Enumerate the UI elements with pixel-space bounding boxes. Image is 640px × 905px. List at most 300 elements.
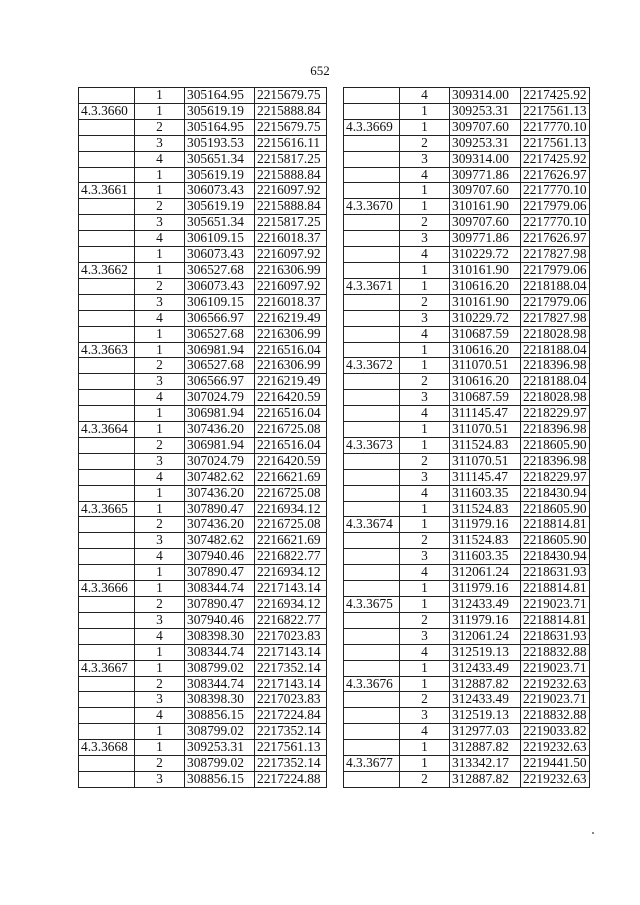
- y-coordinate-cell: 2218631.93: [521, 565, 590, 581]
- y-coordinate-cell: 2217561.13: [255, 740, 327, 756]
- point-number-cell: 4: [135, 310, 185, 326]
- table-row: [79, 501, 327, 517]
- table-row: [79, 247, 327, 263]
- point-number-cell: 1: [400, 660, 450, 676]
- y-coordinate-cell: 2216934.12: [255, 565, 327, 581]
- point-number-cell: 4: [400, 167, 450, 183]
- parcel-id-cell: 4.3.3672: [344, 358, 400, 374]
- point-number-cell: 3: [400, 310, 450, 326]
- point-number-cell: 1: [135, 247, 185, 263]
- parcel-id-cell: 4.3.3665: [79, 501, 135, 517]
- point-number-cell: 2: [135, 358, 185, 374]
- parcel-id-cell: [79, 549, 135, 565]
- table-row: [344, 374, 590, 390]
- x-coordinate-cell: 312977.03: [450, 724, 521, 740]
- table-row: [344, 708, 590, 724]
- y-coordinate-cell: 2216516.04: [255, 406, 327, 422]
- parcel-id-cell: 4.3.3670: [344, 199, 400, 215]
- x-coordinate-cell: 305164.95: [185, 88, 255, 104]
- table-row: [79, 628, 327, 644]
- x-coordinate-cell: 310616.20: [450, 278, 521, 294]
- table-row: [344, 406, 590, 422]
- y-coordinate-cell: 2216306.99: [255, 326, 327, 342]
- x-coordinate-cell: 309253.31: [450, 103, 521, 119]
- parcel-id-cell: [79, 724, 135, 740]
- table-row: [344, 119, 590, 135]
- point-number-cell: 3: [400, 469, 450, 485]
- parcel-id-cell: [344, 724, 400, 740]
- parcel-id-cell: [79, 167, 135, 183]
- parcel-id-cell: [79, 215, 135, 231]
- table-row: [79, 135, 327, 151]
- x-coordinate-cell: 305164.95: [185, 119, 255, 135]
- y-coordinate-cell: 2216097.92: [255, 247, 327, 263]
- point-number-cell: 1: [135, 422, 185, 438]
- table-row: [79, 406, 327, 422]
- parcel-id-cell: 4.3.3669: [344, 119, 400, 135]
- table-row: [344, 517, 590, 533]
- table-row: [79, 278, 327, 294]
- parcel-id-cell: 4.3.3676: [344, 676, 400, 692]
- table-row: [79, 549, 327, 565]
- table-row: [79, 469, 327, 485]
- x-coordinate-cell: 307024.79: [185, 390, 255, 406]
- parcel-id-cell: [344, 135, 400, 151]
- table-row: [79, 708, 327, 724]
- y-coordinate-cell: 2216516.04: [255, 342, 327, 358]
- parcel-id-cell: [344, 612, 400, 628]
- y-coordinate-cell: 2216219.49: [255, 310, 327, 326]
- parcel-id-cell: 4.3.3660: [79, 103, 135, 119]
- y-coordinate-cell: 2218814.81: [521, 612, 590, 628]
- parcel-id-cell: [344, 374, 400, 390]
- point-number-cell: 1: [135, 740, 185, 756]
- y-coordinate-cell: 2216934.12: [255, 597, 327, 613]
- x-coordinate-cell: 310687.59: [450, 326, 521, 342]
- x-coordinate-cell: 306527.68: [185, 358, 255, 374]
- table-row: [79, 692, 327, 708]
- y-coordinate-cell: 2216018.37: [255, 231, 327, 247]
- parcel-id-cell: 4.3.3662: [79, 262, 135, 278]
- point-number-cell: 3: [400, 708, 450, 724]
- table-row: [344, 565, 590, 581]
- x-coordinate-cell: 312887.82: [450, 676, 521, 692]
- y-coordinate-cell: 2218605.90: [521, 501, 590, 517]
- coordinates-table-left: [78, 87, 327, 788]
- x-coordinate-cell: 312887.82: [450, 771, 521, 787]
- point-number-cell: 2: [400, 215, 450, 231]
- y-coordinate-cell: 2217023.83: [255, 692, 327, 708]
- x-coordinate-cell: 308398.30: [185, 692, 255, 708]
- table-row: [79, 294, 327, 310]
- y-coordinate-cell: 2217352.14: [255, 756, 327, 772]
- table-row: [344, 437, 590, 453]
- y-coordinate-cell: 2218814.81: [521, 581, 590, 597]
- point-number-cell: 3: [400, 628, 450, 644]
- x-coordinate-cell: 308856.15: [185, 771, 255, 787]
- x-coordinate-cell: 308398.30: [185, 628, 255, 644]
- point-number-cell: 2: [400, 612, 450, 628]
- parcel-id-cell: [79, 469, 135, 485]
- point-number-cell: 2: [135, 597, 185, 613]
- point-number-cell: 3: [135, 612, 185, 628]
- parcel-id-cell: 4.3.3673: [344, 437, 400, 453]
- parcel-id-cell: 4.3.3661: [79, 183, 135, 199]
- table-row: [79, 437, 327, 453]
- y-coordinate-cell: 2218188.04: [521, 374, 590, 390]
- parcel-id-cell: 4.3.3674: [344, 517, 400, 533]
- point-number-cell: 1: [135, 724, 185, 740]
- parcel-id-cell: [344, 771, 400, 787]
- x-coordinate-cell: 311524.83: [450, 533, 521, 549]
- table-row: [344, 390, 590, 406]
- table-row: [344, 103, 590, 119]
- point-number-cell: 2: [400, 453, 450, 469]
- parcel-id-cell: 4.3.3675: [344, 597, 400, 613]
- parcel-id-cell: [79, 533, 135, 549]
- x-coordinate-cell: 308856.15: [185, 708, 255, 724]
- parcel-id-cell: [79, 771, 135, 787]
- page-number: 652: [310, 63, 330, 78]
- parcel-id-cell: [344, 740, 400, 756]
- table-row: [344, 231, 590, 247]
- y-coordinate-cell: 2218430.94: [521, 549, 590, 565]
- x-coordinate-cell: 311070.51: [450, 358, 521, 374]
- parcel-id-cell: [79, 485, 135, 501]
- table-row: [344, 756, 590, 772]
- parcel-id-cell: [344, 406, 400, 422]
- x-coordinate-cell: 307436.20: [185, 422, 255, 438]
- table-row: [344, 485, 590, 501]
- y-coordinate-cell: 2215888.84: [255, 199, 327, 215]
- parcel-id-cell: [344, 422, 400, 438]
- point-number-cell: 3: [135, 453, 185, 469]
- table-row: [344, 692, 590, 708]
- point-number-cell: 1: [400, 437, 450, 453]
- x-coordinate-cell: 305619.19: [185, 103, 255, 119]
- table-row: [79, 517, 327, 533]
- y-coordinate-cell: 2217425.92: [521, 151, 590, 167]
- parcel-id-cell: [79, 517, 135, 533]
- y-coordinate-cell: 2217143.14: [255, 676, 327, 692]
- parcel-id-cell: [79, 135, 135, 151]
- parcel-id-cell: [344, 644, 400, 660]
- parcel-id-cell: 4.3.3664: [79, 422, 135, 438]
- parcel-id-cell: [79, 358, 135, 374]
- table-row: [79, 565, 327, 581]
- parcel-id-cell: 4.3.3677: [344, 756, 400, 772]
- parcel-id-cell: [344, 215, 400, 231]
- point-number-cell: 1: [135, 565, 185, 581]
- point-number-cell: 1: [400, 501, 450, 517]
- point-number-cell: 1: [135, 167, 185, 183]
- table-row: [79, 183, 327, 199]
- parcel-id-cell: [79, 199, 135, 215]
- y-coordinate-cell: 2217626.97: [521, 167, 590, 183]
- table-row: [344, 151, 590, 167]
- parcel-id-cell: [79, 326, 135, 342]
- y-coordinate-cell: 2218188.04: [521, 342, 590, 358]
- table-row: [79, 771, 327, 787]
- point-number-cell: 1: [400, 183, 450, 199]
- point-number-cell: 1: [135, 103, 185, 119]
- y-coordinate-cell: 2217827.98: [521, 247, 590, 263]
- y-coordinate-cell: 2217770.10: [521, 215, 590, 231]
- parcel-id-cell: [344, 247, 400, 263]
- parcel-id-cell: [344, 692, 400, 708]
- point-number-cell: 1: [400, 358, 450, 374]
- y-coordinate-cell: 2217827.98: [521, 310, 590, 326]
- parcel-id-cell: [344, 151, 400, 167]
- y-coordinate-cell: 2217143.14: [255, 644, 327, 660]
- parcel-id-cell: [344, 708, 400, 724]
- table-row: [79, 533, 327, 549]
- point-number-cell: 1: [400, 342, 450, 358]
- x-coordinate-cell: 310616.20: [450, 374, 521, 390]
- table-row: [344, 342, 590, 358]
- table-row: [79, 644, 327, 660]
- coordinates-table-right: [343, 87, 590, 788]
- parcel-id-cell: [79, 565, 135, 581]
- table-row: [79, 262, 327, 278]
- y-coordinate-cell: 2219232.63: [521, 676, 590, 692]
- parcel-id-cell: [344, 453, 400, 469]
- x-coordinate-cell: 312887.82: [450, 740, 521, 756]
- table-row: [79, 740, 327, 756]
- y-coordinate-cell: 2217224.84: [255, 708, 327, 724]
- point-number-cell: 3: [135, 374, 185, 390]
- x-coordinate-cell: 307890.47: [185, 565, 255, 581]
- x-coordinate-cell: 312433.49: [450, 597, 521, 613]
- x-coordinate-cell: 307482.62: [185, 533, 255, 549]
- x-coordinate-cell: 308799.02: [185, 724, 255, 740]
- point-number-cell: 3: [400, 390, 450, 406]
- table-row: [79, 310, 327, 326]
- parcel-id-cell: [344, 262, 400, 278]
- y-coordinate-cell: 2217352.14: [255, 660, 327, 676]
- point-number-cell: 2: [400, 374, 450, 390]
- x-coordinate-cell: 306981.94: [185, 406, 255, 422]
- x-coordinate-cell: 309707.60: [450, 119, 521, 135]
- table-row: [79, 422, 327, 438]
- y-coordinate-cell: 2217770.10: [521, 119, 590, 135]
- table-row: [79, 88, 327, 104]
- y-coordinate-cell: 2218814.81: [521, 517, 590, 533]
- parcel-id-cell: [79, 453, 135, 469]
- parcel-id-cell: [79, 119, 135, 135]
- point-number-cell: 1: [400, 756, 450, 772]
- parcel-id-cell: [344, 581, 400, 597]
- y-coordinate-cell: 2217561.13: [521, 135, 590, 151]
- table-row: [344, 771, 590, 787]
- point-number-cell: 3: [135, 135, 185, 151]
- table-row: [79, 215, 327, 231]
- x-coordinate-cell: 305651.34: [185, 215, 255, 231]
- y-coordinate-cell: 2219023.71: [521, 597, 590, 613]
- x-coordinate-cell: 311070.51: [450, 422, 521, 438]
- point-number-cell: 1: [400, 278, 450, 294]
- x-coordinate-cell: 310229.72: [450, 310, 521, 326]
- table-row: [344, 612, 590, 628]
- y-coordinate-cell: 2215817.25: [255, 151, 327, 167]
- point-number-cell: 2: [400, 692, 450, 708]
- parcel-id-cell: [79, 278, 135, 294]
- parcel-id-cell: [344, 660, 400, 676]
- point-number-cell: 4: [400, 644, 450, 660]
- point-number-cell: 4: [400, 247, 450, 263]
- table-row: [344, 310, 590, 326]
- point-number-cell: 3: [400, 151, 450, 167]
- x-coordinate-cell: 311070.51: [450, 453, 521, 469]
- point-number-cell: 1: [400, 199, 450, 215]
- y-coordinate-cell: 2216725.08: [255, 485, 327, 501]
- y-coordinate-cell: 2218229.97: [521, 406, 590, 422]
- point-number-cell: 4: [135, 151, 185, 167]
- y-coordinate-cell: 2217352.14: [255, 724, 327, 740]
- x-coordinate-cell: 309707.60: [450, 183, 521, 199]
- x-coordinate-cell: 311145.47: [450, 469, 521, 485]
- x-coordinate-cell: 309771.86: [450, 167, 521, 183]
- y-coordinate-cell: 2219232.63: [521, 740, 590, 756]
- table-row: [344, 724, 590, 740]
- x-coordinate-cell: 307940.46: [185, 549, 255, 565]
- x-coordinate-cell: 310161.90: [450, 199, 521, 215]
- y-coordinate-cell: 2218396.98: [521, 358, 590, 374]
- parcel-id-cell: [344, 390, 400, 406]
- point-number-cell: 1: [400, 262, 450, 278]
- y-coordinate-cell: 2216097.92: [255, 278, 327, 294]
- table-row: [344, 581, 590, 597]
- x-coordinate-cell: 309771.86: [450, 231, 521, 247]
- y-coordinate-cell: 2217023.83: [255, 628, 327, 644]
- table-row: [79, 103, 327, 119]
- point-number-cell: 4: [400, 485, 450, 501]
- parcel-id-cell: [344, 310, 400, 326]
- x-coordinate-cell: 312519.13: [450, 708, 521, 724]
- y-coordinate-cell: 2216621.69: [255, 469, 327, 485]
- x-coordinate-cell: 309314.00: [450, 151, 521, 167]
- parcel-id-cell: [344, 183, 400, 199]
- x-coordinate-cell: 308799.02: [185, 756, 255, 772]
- x-coordinate-cell: 310161.90: [450, 262, 521, 278]
- parcel-id-cell: [79, 692, 135, 708]
- x-coordinate-cell: 309253.31: [185, 740, 255, 756]
- point-number-cell: 1: [400, 103, 450, 119]
- table-row: [344, 262, 590, 278]
- y-coordinate-cell: 2217425.92: [521, 88, 590, 104]
- point-number-cell: 3: [135, 533, 185, 549]
- x-coordinate-cell: 309253.31: [450, 135, 521, 151]
- parcel-id-cell: [79, 756, 135, 772]
- y-coordinate-cell: 2218832.88: [521, 708, 590, 724]
- x-coordinate-cell: 306073.43: [185, 278, 255, 294]
- parcel-id-cell: [79, 294, 135, 310]
- parcel-id-cell: [344, 501, 400, 517]
- table-row: [79, 676, 327, 692]
- point-number-cell: 2: [135, 756, 185, 772]
- y-coordinate-cell: 2216097.92: [255, 183, 327, 199]
- x-coordinate-cell: 312433.49: [450, 692, 521, 708]
- x-coordinate-cell: 310229.72: [450, 247, 521, 263]
- x-coordinate-cell: 306073.43: [185, 247, 255, 263]
- y-coordinate-cell: 2216219.49: [255, 374, 327, 390]
- table-row: [79, 597, 327, 613]
- table-row: [344, 676, 590, 692]
- parcel-id-cell: 4.3.3671: [344, 278, 400, 294]
- table-row: [79, 453, 327, 469]
- y-coordinate-cell: 2217979.06: [521, 262, 590, 278]
- parcel-id-cell: [79, 597, 135, 613]
- y-coordinate-cell: 2215888.84: [255, 167, 327, 183]
- y-coordinate-cell: 2215679.75: [255, 119, 327, 135]
- x-coordinate-cell: 311524.83: [450, 437, 521, 453]
- x-coordinate-cell: 305619.19: [185, 199, 255, 215]
- point-number-cell: 4: [135, 231, 185, 247]
- y-coordinate-cell: 2216725.08: [255, 422, 327, 438]
- y-coordinate-cell: 2218188.04: [521, 278, 590, 294]
- table-row: [79, 390, 327, 406]
- y-coordinate-cell: 2217561.13: [521, 103, 590, 119]
- table-row: [344, 278, 590, 294]
- point-number-cell: 2: [135, 119, 185, 135]
- table-row: [79, 342, 327, 358]
- point-number-cell: 1: [400, 119, 450, 135]
- y-coordinate-cell: 2216822.77: [255, 612, 327, 628]
- y-coordinate-cell: 2216516.04: [255, 437, 327, 453]
- x-coordinate-cell: 306109.15: [185, 294, 255, 310]
- parcel-id-cell: [344, 628, 400, 644]
- parcel-id-cell: [79, 612, 135, 628]
- parcel-id-cell: [344, 167, 400, 183]
- point-number-cell: 4: [400, 724, 450, 740]
- parcel-id-cell: 4.3.3668: [79, 740, 135, 756]
- point-number-cell: 2: [135, 676, 185, 692]
- x-coordinate-cell: 308344.74: [185, 676, 255, 692]
- table-row: [344, 533, 590, 549]
- point-number-cell: 1: [135, 342, 185, 358]
- parcel-id-cell: [79, 231, 135, 247]
- x-coordinate-cell: 313342.17: [450, 756, 521, 772]
- point-number-cell: 4: [135, 628, 185, 644]
- parcel-id-cell: [344, 469, 400, 485]
- parcel-id-cell: [79, 628, 135, 644]
- parcel-id-cell: 4.3.3667: [79, 660, 135, 676]
- table-row: [344, 135, 590, 151]
- parcel-id-cell: [344, 103, 400, 119]
- point-number-cell: 3: [400, 231, 450, 247]
- scan-speck: [592, 832, 594, 834]
- x-coordinate-cell: 306566.97: [185, 310, 255, 326]
- parcel-id-cell: 4.3.3666: [79, 581, 135, 597]
- table-row: [344, 660, 590, 676]
- x-coordinate-cell: 309314.00: [450, 88, 521, 104]
- x-coordinate-cell: 309707.60: [450, 215, 521, 231]
- x-coordinate-cell: 305651.34: [185, 151, 255, 167]
- parcel-id-cell: [79, 151, 135, 167]
- parcel-id-cell: [344, 294, 400, 310]
- y-coordinate-cell: 2219033.82: [521, 724, 590, 740]
- x-coordinate-cell: 306527.68: [185, 326, 255, 342]
- point-number-cell: 3: [135, 294, 185, 310]
- table-row: [344, 358, 590, 374]
- point-number-cell: 1: [135, 485, 185, 501]
- point-number-cell: 1: [135, 501, 185, 517]
- table-row: [344, 628, 590, 644]
- table-row: [79, 485, 327, 501]
- point-number-cell: 2: [135, 437, 185, 453]
- point-number-cell: 4: [135, 390, 185, 406]
- y-coordinate-cell: 2218430.94: [521, 485, 590, 501]
